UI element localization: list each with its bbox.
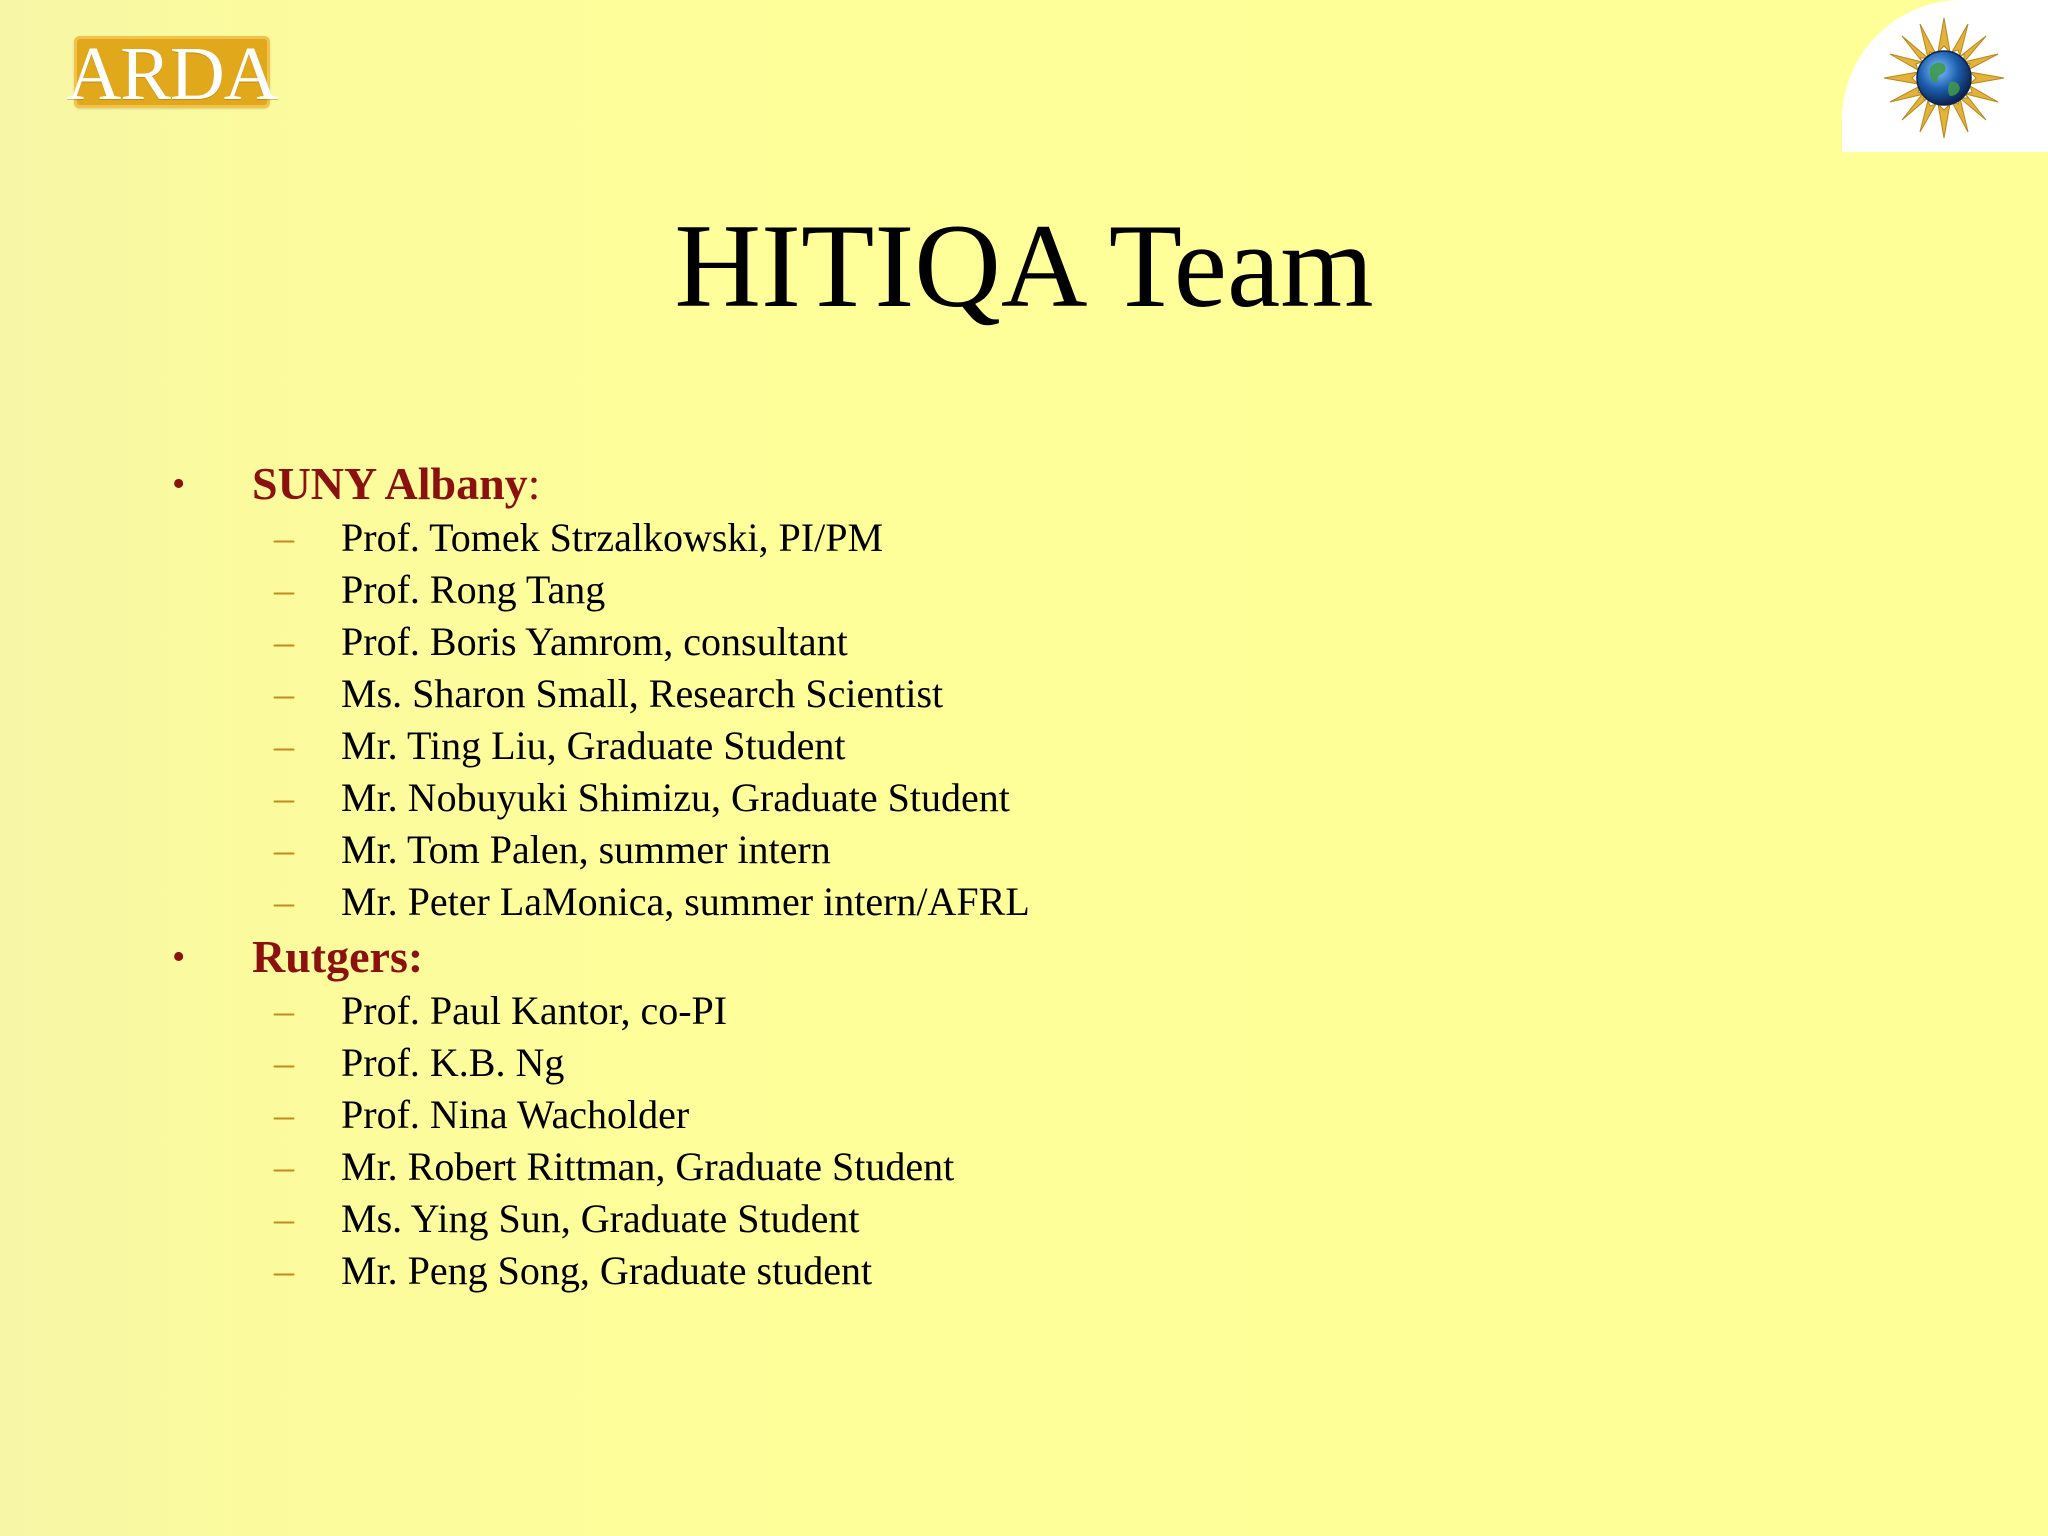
dash-icon: – bbox=[274, 671, 294, 716]
member-name: Prof. Boris Yamrom, consultant bbox=[341, 619, 848, 664]
member-name: Prof. Nina Wacholder bbox=[341, 1092, 690, 1137]
member-name: Ms. Ying Sun, Graduate Student bbox=[341, 1196, 860, 1241]
list-item bbox=[170, 985, 1870, 1037]
group-name-suffix: : bbox=[527, 458, 541, 509]
list-item bbox=[170, 1037, 1870, 1089]
dash-icon: – bbox=[274, 1040, 294, 1085]
member-name: Mr. Peng Song, Graduate student bbox=[341, 1248, 873, 1293]
list-item bbox=[170, 1245, 1870, 1297]
bullet-icon: • bbox=[172, 936, 186, 978]
group-name: SUNY Albany bbox=[252, 458, 528, 509]
list-item bbox=[170, 1089, 1870, 1141]
list-item bbox=[170, 1141, 1870, 1193]
dash-icon: – bbox=[274, 1196, 294, 1241]
dash-icon: – bbox=[274, 1248, 294, 1293]
dash-icon: – bbox=[274, 775, 294, 820]
member-name: Mr. Robert Rittman, Graduate Student bbox=[341, 1144, 955, 1189]
dash-icon: – bbox=[274, 619, 294, 664]
dash-icon: – bbox=[274, 515, 294, 560]
list-item bbox=[170, 720, 1870, 772]
list-item bbox=[170, 876, 1870, 928]
dash-icon: – bbox=[274, 723, 294, 768]
group-name: Rutgers: bbox=[252, 931, 424, 982]
globe-star-emblem-icon bbox=[1878, 12, 2010, 144]
list-item bbox=[170, 824, 1870, 876]
slide-title: HITIQA Team bbox=[674, 199, 1374, 332]
list-item bbox=[170, 1193, 1870, 1245]
member-name: Mr. Nobuyuki Shimizu, Graduate Student bbox=[341, 775, 1010, 820]
dash-icon: – bbox=[274, 1144, 294, 1189]
list-item bbox=[170, 616, 1870, 668]
group-heading bbox=[170, 455, 1870, 512]
member-name: Prof. Tomek Strzalkowski, PI/PM bbox=[341, 515, 884, 560]
dash-icon: – bbox=[274, 1092, 294, 1137]
member-name: Prof. K.B. Ng bbox=[341, 1040, 565, 1085]
member-name: Prof. Rong Tang bbox=[341, 567, 606, 612]
group-rutgers bbox=[170, 928, 1870, 1297]
corner-emblem bbox=[1842, 0, 2048, 152]
list-item bbox=[170, 564, 1870, 616]
arda-logo-text: ARDA bbox=[66, 32, 278, 116]
group-suny-albany bbox=[170, 455, 1870, 928]
member-name: Ms. Sharon Small, Research Scientist bbox=[341, 671, 944, 716]
bullet-icon: • bbox=[172, 463, 186, 505]
member-name: Mr. Ting Liu, Graduate Student bbox=[341, 723, 846, 768]
dash-icon: – bbox=[274, 988, 294, 1033]
member-list bbox=[170, 512, 1870, 928]
member-list bbox=[170, 985, 1870, 1297]
list-item bbox=[170, 772, 1870, 824]
arda-logo bbox=[66, 32, 278, 116]
dash-icon: – bbox=[274, 827, 294, 872]
dash-icon: – bbox=[274, 879, 294, 924]
member-name: Mr. Tom Palen, summer intern bbox=[341, 827, 831, 872]
list-item bbox=[170, 668, 1870, 720]
member-name: Mr. Peter LaMonica, summer intern/AFRL bbox=[341, 879, 1030, 924]
list-item bbox=[170, 512, 1870, 564]
group-heading bbox=[170, 928, 1870, 985]
team-list bbox=[170, 455, 1870, 1297]
member-name: Prof. Paul Kantor, co-PI bbox=[341, 988, 728, 1033]
dash-icon: – bbox=[274, 567, 294, 612]
